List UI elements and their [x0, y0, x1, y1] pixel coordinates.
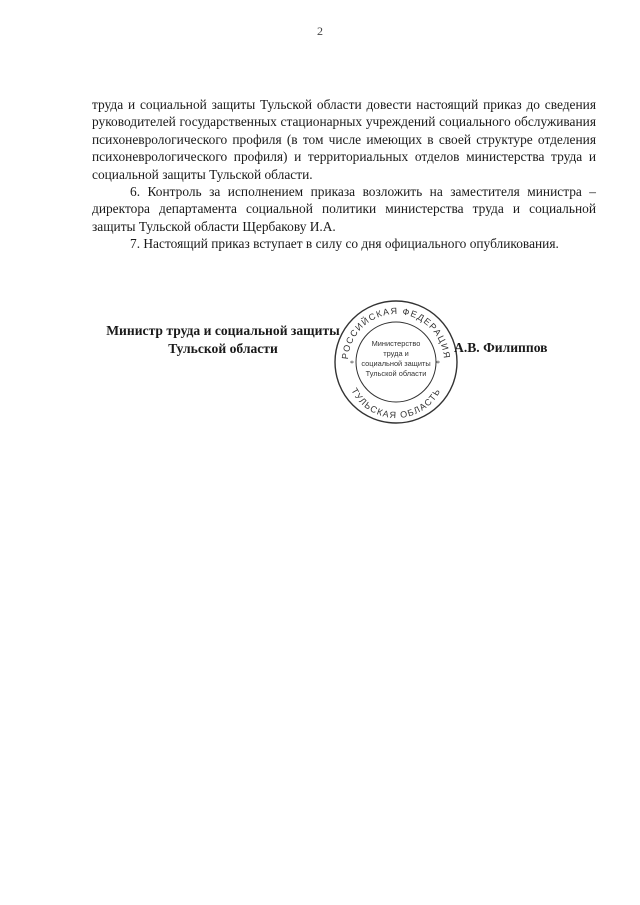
- seal-star-left: *: [350, 359, 354, 368]
- seal-inner-line-1: Министерство: [371, 339, 421, 348]
- seal-star-right: *: [436, 359, 440, 368]
- seal-bottom-text: ТУЛЬСКАЯ ОБЛАСТЬ: [349, 386, 443, 421]
- paragraph-item-6: 6. Контроль за исполнением приказа возложить на заместителя министра – директора департамента социальной политики министерства труда и социальной защиты Тульской области Щербакову И.А.: [92, 184, 596, 234]
- seal-inner-line-2: труда и: [383, 349, 409, 358]
- seal-inner-line-4: Тульской области: [365, 369, 427, 378]
- paragraph-continuation: труда и социальной защиты Тульской области довести настоящий приказ до сведения руководителей государственных стационарных учреждений социального обслуживания психоневрологического профиля (в том числе имеющих в своей структуре отделения психоневрологического профиля) и территориальных отделов министерства труда и социальной защиты Тульской области.: [92, 97, 596, 182]
- paragraph-item-7: 7. Настоящий приказ вступает в силу со дня официального опубликования.: [130, 236, 559, 252]
- signatory-position: [92, 322, 354, 358]
- signatory-position-line-1: Министр труда и социальной защиты: [106, 323, 340, 338]
- page-number: 2: [317, 24, 323, 38]
- signatory-position-line-2: Тульской области: [168, 341, 278, 356]
- seal-inner-line-3: социальной защиты: [361, 359, 431, 368]
- seal-top-text: РОССИЙСКАЯ ФЕДЕРАЦИЯ: [339, 305, 453, 360]
- signature-block: [92, 305, 596, 432]
- signatory-name: А.В. Филиппов: [454, 340, 548, 355]
- official-seal: [332, 298, 460, 426]
- document-body: [92, 96, 596, 253]
